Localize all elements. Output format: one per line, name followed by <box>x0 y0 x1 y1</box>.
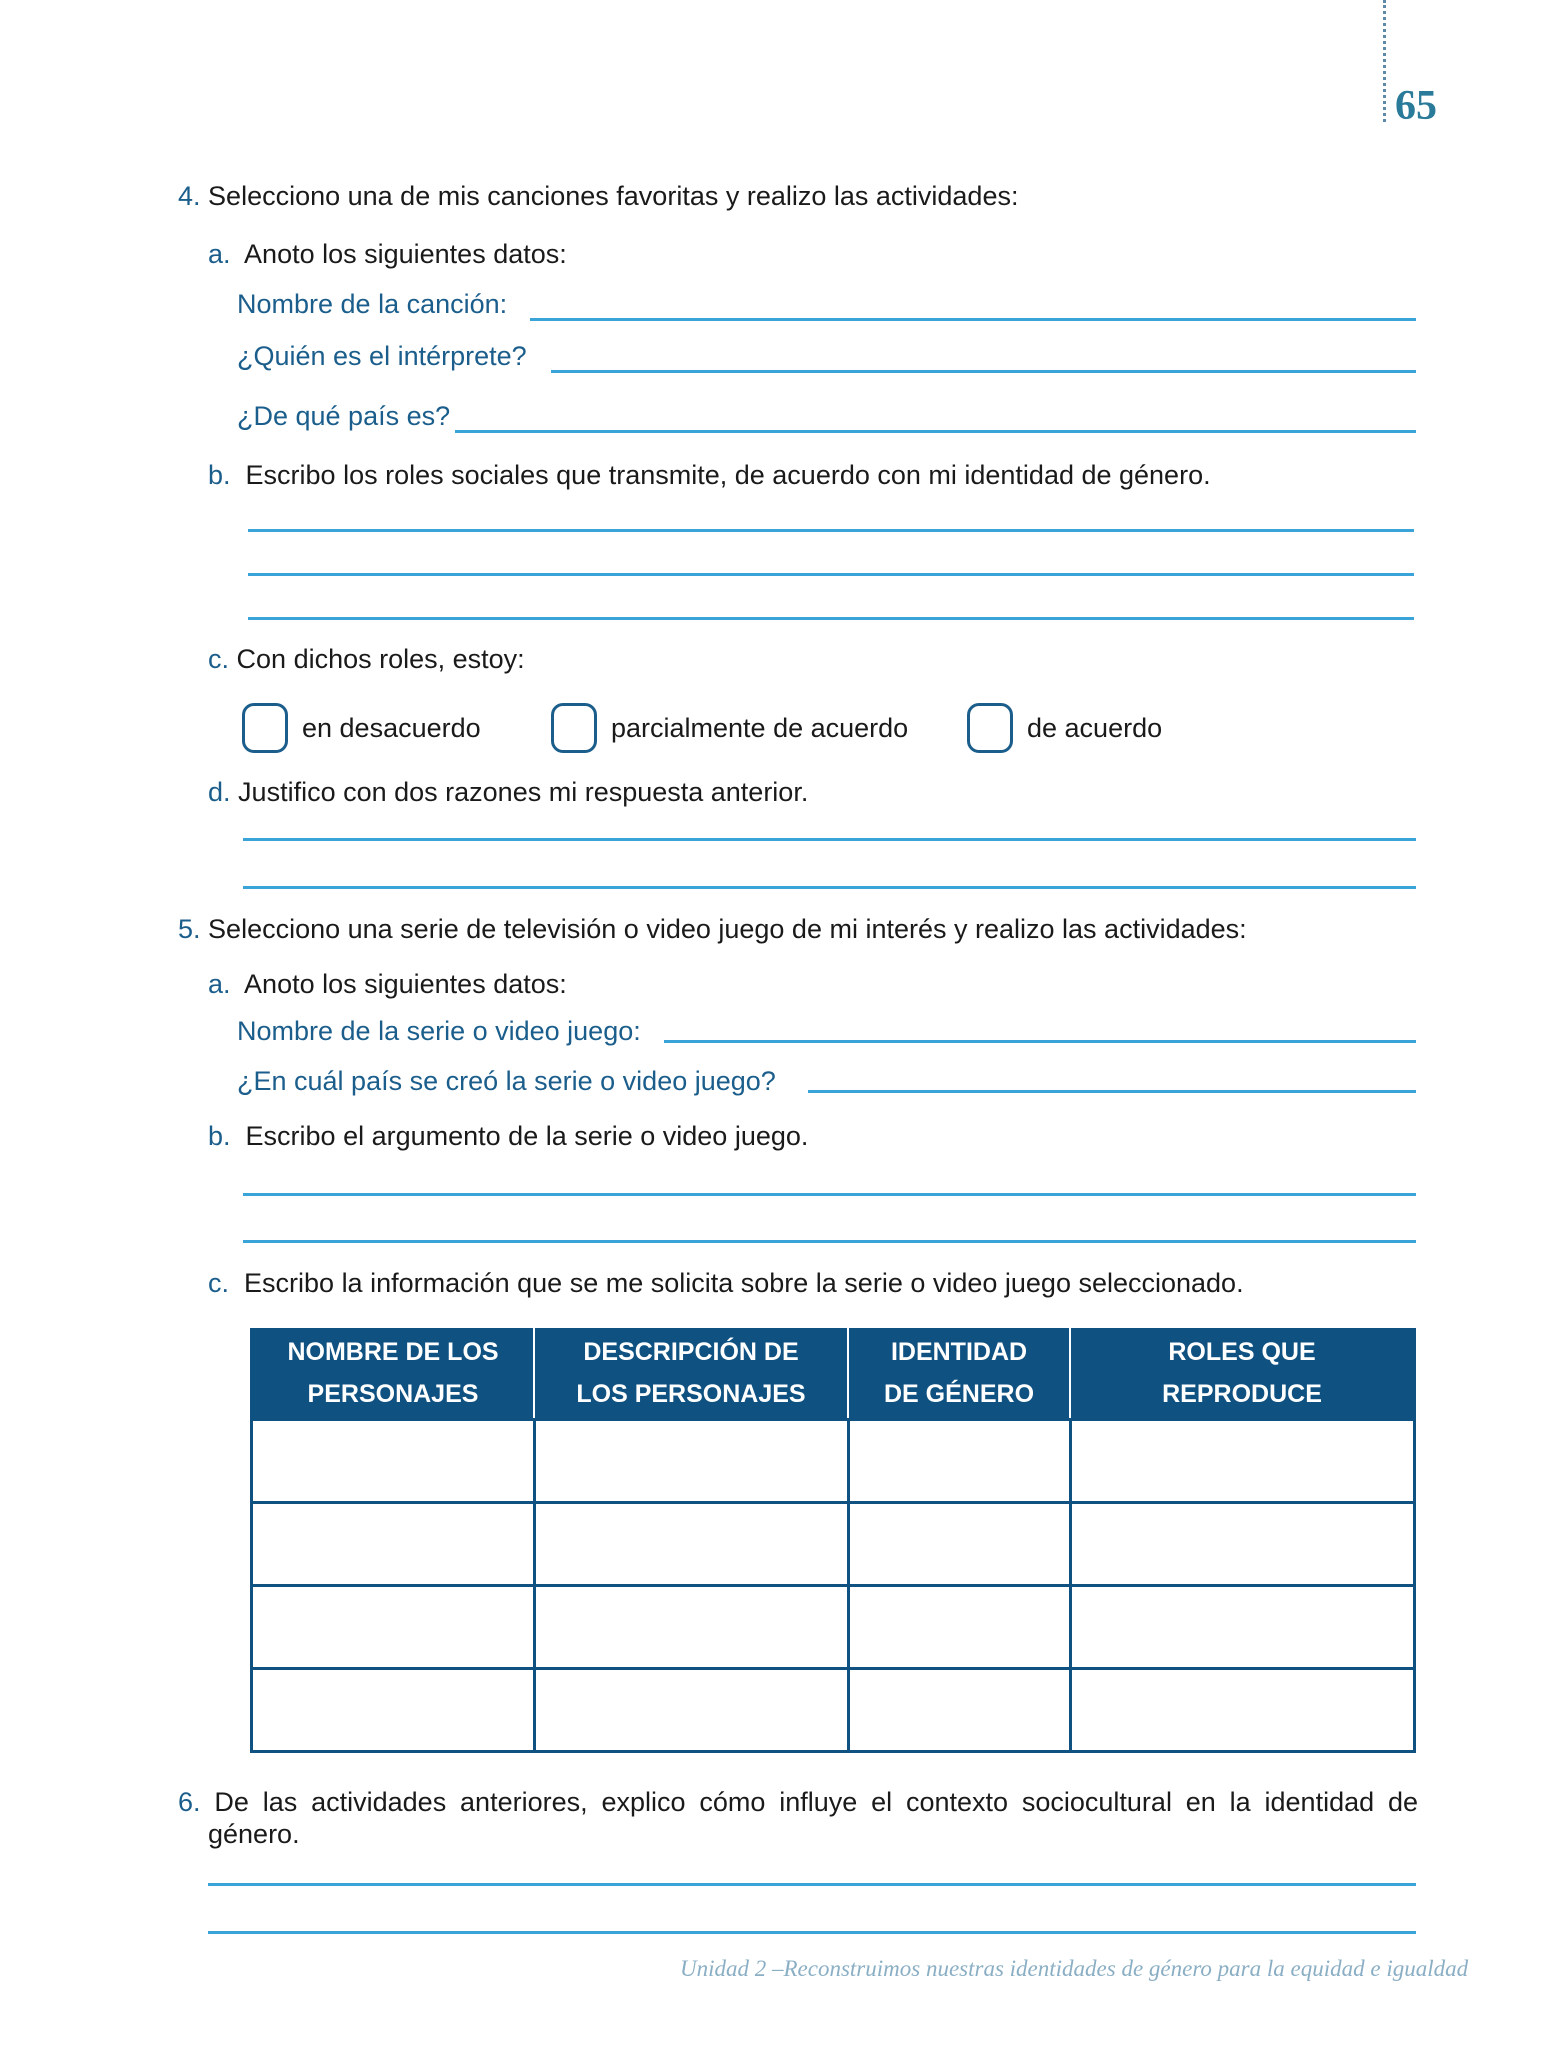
question-text: Selecciono una serie de televisión o video juego de mi interés y realizo las actividades: <box>208 914 1247 944</box>
item-letter: a. <box>208 969 231 999</box>
field-label-performer: ¿Quién es el intérprete? <box>237 341 527 371</box>
answer-line[interactable] <box>243 1193 1416 1196</box>
table-cell[interactable] <box>848 1420 1070 1503</box>
question-number: 5. <box>178 914 201 944</box>
table-cell[interactable] <box>534 1586 848 1669</box>
answer-line[interactable] <box>248 617 1414 620</box>
answer-line[interactable] <box>243 838 1416 841</box>
characters-table <box>250 1328 1416 1753</box>
item-text: Con dichos roles, estoy: <box>236 644 525 674</box>
table-row <box>252 1420 1415 1503</box>
item-text: Justifico con dos razones mi respuesta anterior. <box>238 777 809 807</box>
table-cell[interactable] <box>534 1503 848 1586</box>
item-letter: b. <box>208 1121 231 1151</box>
header-line: DE GÉNERO <box>883 1380 1035 1408</box>
header-line: NOMBRE DE LOS <box>287 1338 499 1366</box>
item-text: Escribo el argumento de la serie o video juego. <box>245 1121 809 1151</box>
table-cell[interactable] <box>1070 1420 1415 1503</box>
table-cell[interactable] <box>534 1420 848 1503</box>
table-cell[interactable] <box>1070 1586 1415 1669</box>
answer-line[interactable] <box>248 529 1414 532</box>
option-partially-agree[interactable] <box>551 703 908 753</box>
table-cell[interactable] <box>252 1586 535 1669</box>
series-name-answer-line[interactable] <box>664 1040 1416 1043</box>
header-line: LOS PERSONAJES <box>576 1380 806 1408</box>
q5-item-b <box>208 1120 808 1152</box>
question-number: 4. <box>178 181 201 211</box>
question-text: De las actividades anteriores, explico cómo influye el contexto sociocultural en la identidad de género. <box>208 1787 1418 1849</box>
question-number: 6. <box>178 1787 201 1817</box>
item-letter: b. <box>208 460 231 490</box>
checkbox[interactable] <box>242 703 288 753</box>
table-row <box>252 1503 1415 1586</box>
margin-dotted-rule <box>1383 0 1386 122</box>
table-cell[interactable] <box>848 1503 1070 1586</box>
question-5 <box>178 913 1247 945</box>
song-name-answer-line[interactable] <box>530 318 1416 321</box>
q4-item-c <box>208 643 525 675</box>
q4-item-b <box>208 459 1211 491</box>
item-text: Escribo los roles sociales que transmite, de acuerdo con mi identidad de género. <box>245 460 1211 490</box>
q5-item-c <box>208 1267 1244 1299</box>
table-cell[interactable] <box>848 1586 1070 1669</box>
field-label-series-name: Nombre de la serie o video juego: <box>237 1016 641 1046</box>
header-roles-reproduced <box>1070 1328 1415 1420</box>
answer-line[interactable] <box>248 573 1414 576</box>
table-row <box>252 1669 1415 1752</box>
country-answer-line[interactable] <box>455 430 1416 433</box>
item-letter: a. <box>208 239 231 269</box>
header-line: DESCRIPCIÓN DE <box>583 1338 799 1366</box>
item-text: Escribo la información que se me solicita sobre la serie o video juego seleccionado. <box>244 1268 1244 1298</box>
header-line: REPRODUCE <box>1162 1380 1322 1408</box>
table-row <box>252 1586 1415 1669</box>
option-agree[interactable] <box>967 703 1162 753</box>
table-header-row <box>252 1328 1415 1420</box>
header-line: IDENTIDAD <box>890 1338 1028 1366</box>
q5-item-a <box>208 968 567 1000</box>
question-6 <box>178 1786 1418 1850</box>
table-cell[interactable] <box>252 1420 535 1503</box>
answer-line[interactable] <box>208 1883 1416 1886</box>
option-label: de acuerdo <box>1027 712 1163 743</box>
q4-item-a <box>208 238 567 270</box>
header-line: PERSONAJES <box>307 1380 479 1408</box>
table-cell[interactable] <box>534 1669 848 1752</box>
table-cell[interactable] <box>1070 1669 1415 1752</box>
checkbox[interactable] <box>551 703 597 753</box>
option-label: en desacuerdo <box>302 712 481 743</box>
table-cell[interactable] <box>252 1503 535 1586</box>
answer-line[interactable] <box>243 1240 1416 1243</box>
footer-unit-title: Unidad 2 –Reconstruimos nuestras identidades de género para la equidad e igualdad <box>680 1956 1469 1981</box>
header-character-names <box>252 1328 535 1420</box>
header-line: ROLES QUE <box>1168 1338 1316 1366</box>
item-letter: d. <box>208 777 231 807</box>
checkbox[interactable] <box>967 703 1013 753</box>
field-label-country: ¿De qué país es? <box>237 401 451 431</box>
item-letter: c. <box>208 644 230 674</box>
performer-answer-line[interactable] <box>551 370 1416 373</box>
table-cell[interactable] <box>1070 1503 1415 1586</box>
item-letter: c. <box>208 1268 230 1298</box>
answer-line[interactable] <box>208 1931 1416 1934</box>
table-cell[interactable] <box>848 1669 1070 1752</box>
header-gender-identity <box>848 1328 1070 1420</box>
item-text: Anoto los siguientes datos: <box>244 969 567 999</box>
table-cell[interactable] <box>252 1669 535 1752</box>
field-label-series-country: ¿En cuál país se creó la serie o video juego? <box>237 1066 776 1096</box>
q4-item-d <box>208 776 808 808</box>
option-label: parcialmente de acuerdo <box>611 712 909 743</box>
question-4 <box>178 180 1018 212</box>
option-disagree[interactable] <box>242 703 481 753</box>
item-text: Anoto los siguientes datos: <box>244 239 567 269</box>
page-number: 65 <box>1395 83 1437 129</box>
answer-line[interactable] <box>243 886 1416 889</box>
field-label-song-name: Nombre de la canción: <box>237 289 508 319</box>
series-country-answer-line[interactable] <box>808 1090 1416 1093</box>
question-text: Selecciono una de mis canciones favoritas y realizo las actividades: <box>208 181 1019 211</box>
header-character-description <box>534 1328 848 1420</box>
